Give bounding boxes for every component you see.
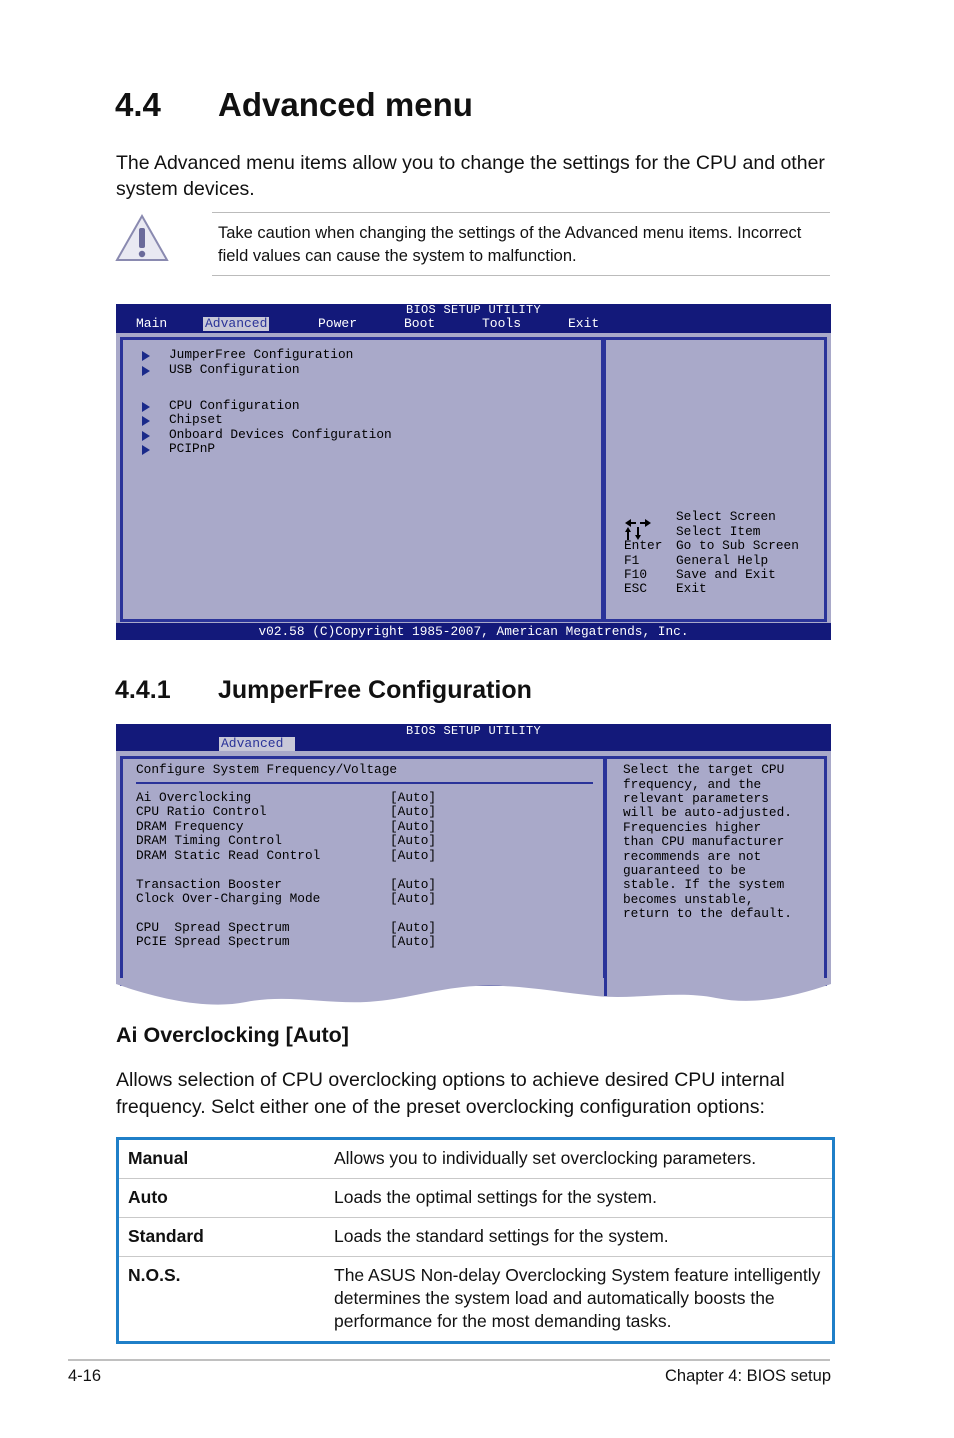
bios-menu-bar [116, 724, 831, 751]
option-heading: Ai Overclocking [Auto] [116, 1023, 349, 1047]
help-line: frequency, and the [623, 777, 762, 792]
key-enter: Enter [624, 538, 663, 553]
key-desc-enter: Go to Sub Screen [676, 538, 799, 553]
footer-divider [68, 1359, 830, 1361]
key-desc-select-item: Select Item [676, 524, 761, 539]
help-line: Frequencies higher [623, 820, 762, 835]
bios-screen-jumperfree [116, 724, 831, 979]
option-desc: Allows you to individually set overclocking parameters. [325, 1140, 832, 1179]
submenu-arrow-icon [142, 445, 150, 455]
intro-paragraph: The Advanced menu items allow you to change the settings for the CPU and other system devices. [116, 152, 825, 200]
help-line: relevant parameters [623, 791, 769, 806]
help-line: return to the default. [623, 906, 792, 921]
setting-name[interactable]: DRAM Static Read Control [136, 848, 321, 863]
submenu-arrow-icon [142, 416, 150, 426]
page-number: 4-16 [68, 1367, 102, 1385]
table-row [119, 1140, 832, 1179]
section-title-text: Advanced menu [218, 86, 473, 123]
key-desc-esc: Exit [676, 581, 707, 596]
divider [136, 782, 593, 784]
help-line: will be auto-adjusted. [623, 805, 792, 820]
key-desc-f1: General Help [676, 553, 769, 568]
option-description: Allows selection of CPU overclocking options to achieve desired CPU internal frequency. Selct either one of the preset overclocking configuration options: [116, 1069, 785, 1118]
submenu-arrow-icon [142, 351, 150, 361]
setting-name[interactable]: DRAM Timing Control [136, 833, 282, 848]
setting-value[interactable]: [Auto] [390, 934, 437, 949]
chapter-label: Chapter 4: BIOS setup [664, 1367, 831, 1385]
bios-menu-boot[interactable]: Boot [404, 316, 436, 331]
setting-value[interactable]: [Auto] [390, 848, 437, 863]
subsection-title [115, 676, 532, 705]
help-line: guaranteed to be [623, 863, 746, 878]
key-desc-f10: Save and Exit [676, 567, 776, 582]
config-heading: Configure System Frequency/Voltage [136, 762, 398, 777]
bios-main-panel [120, 337, 604, 622]
table-row [119, 1179, 832, 1218]
bios-item-onboard[interactable]: Onboard Devices Configuration [169, 427, 392, 442]
caution-text: Take caution when changing the settings of the Advanced menu items. Incorrect field values can cause the system to malfunction. [218, 224, 802, 265]
option-name: Standard [119, 1218, 325, 1257]
bios-item-chipset[interactable]: Chipset [169, 412, 223, 427]
options-table [116, 1137, 835, 1344]
subsection-number: 4.4.1 [115, 676, 171, 704]
setting-name[interactable]: Transaction Booster [136, 877, 282, 892]
table-row [119, 1218, 832, 1257]
help-line: becomes unstable, [623, 892, 754, 907]
bios-menu-bar [116, 304, 831, 333]
option-desc: The ASUS Non-delay Overclocking System feature intelligently determines the system load and automatically boosts the performance for the most demanding tasks. [334, 1265, 821, 1331]
left-right-arrows-icon [625, 515, 651, 525]
option-desc: Loads the optimal settings for the system. [325, 1179, 832, 1218]
bios-menu-tools[interactable]: Tools [482, 316, 522, 331]
submenu-arrow-icon [142, 366, 150, 376]
setting-name[interactable]: PCIE Spread Spectrum [136, 934, 290, 949]
key-f1: F1 [624, 553, 640, 568]
help-line: Select the target CPU [623, 762, 785, 777]
option-name: Manual [119, 1140, 325, 1179]
option-name: N.O.S. [128, 1265, 181, 1285]
bios-menu-power[interactable]: Power [318, 316, 358, 331]
key-esc: ESC [624, 581, 648, 596]
bios-menu-main[interactable]: Main [136, 316, 168, 331]
setting-value[interactable]: [Auto] [390, 920, 437, 935]
bios-title: BIOS SETUP UTILITY [405, 303, 542, 317]
torn-edge [116, 976, 831, 1010]
setting-value[interactable]: [Auto] [390, 891, 437, 906]
table-row [119, 1257, 832, 1342]
setting-name[interactable]: DRAM Frequency [136, 819, 244, 834]
setting-value[interactable]: [Auto] [390, 804, 437, 819]
section-title [115, 86, 473, 124]
help-line: than CPU manufacturer [623, 834, 785, 849]
bios-menu-exit[interactable]: Exit [568, 316, 600, 331]
bios-screen-advanced [116, 304, 831, 640]
bios-menu-advanced[interactable]: Advanced [219, 737, 295, 751]
option-desc: Loads the standard settings for the system. [325, 1218, 832, 1257]
bios-copyright: v02.58 (C)Copyright 1985-2007, American Megatrends, Inc. [116, 623, 831, 640]
setting-value[interactable]: [Auto] [390, 833, 437, 848]
help-line: stable. If the system [623, 877, 785, 892]
setting-name[interactable]: Ai Overclocking [136, 790, 252, 805]
section-number: 4.4 [115, 86, 161, 123]
bios-item-cpu[interactable]: CPU Configuration [169, 398, 300, 413]
setting-value[interactable]: [Auto] [390, 819, 437, 834]
key-f10: F10 [624, 567, 648, 582]
setting-value[interactable]: [Auto] [390, 790, 437, 805]
bios-item-jumperfree[interactable]: JumperFree Configuration [169, 347, 354, 362]
setting-name[interactable]: CPU Spread Spectrum [136, 920, 290, 935]
warning-icon [114, 213, 170, 263]
setting-name[interactable]: CPU Ratio Control [136, 804, 267, 819]
setting-value[interactable]: [Auto] [390, 877, 437, 892]
bios-item-usb[interactable]: USB Configuration [169, 362, 300, 377]
help-line: recommends are not [623, 849, 762, 864]
subsection-title-text: JumperFree Configuration [218, 676, 532, 704]
submenu-arrow-icon [142, 431, 150, 441]
bios-title: BIOS SETUP UTILITY [405, 724, 542, 738]
bios-menu-advanced[interactable]: Advanced [205, 316, 268, 331]
submenu-arrow-icon [142, 402, 150, 412]
option-name: Auto [119, 1179, 325, 1218]
bios-item-pcipnp[interactable]: PCIPnP [169, 441, 216, 456]
setting-name[interactable]: Clock Over-Charging Mode [136, 891, 321, 906]
key-desc-select-screen: Select Screen [676, 509, 776, 524]
